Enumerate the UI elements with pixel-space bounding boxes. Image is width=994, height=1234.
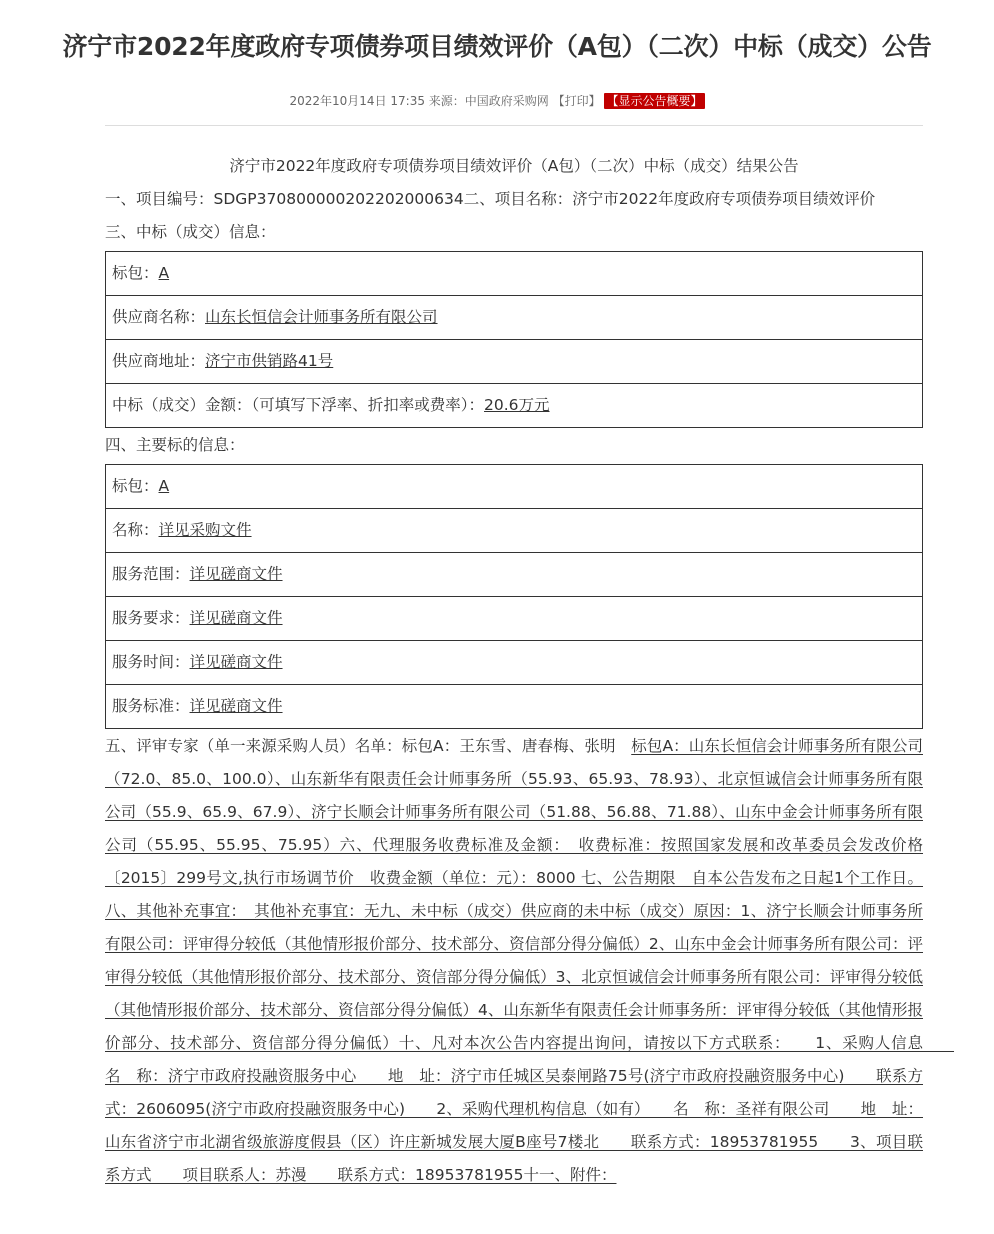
section-subject-heading: 四、主要标的信息： xyxy=(105,436,245,454)
project-number-line: 一、项目编号：SDGP370800000202202000634二、项目名称：济宁市2022年度政府专项债券项目绩效评价 xyxy=(105,190,876,208)
page-title: 济宁市2022年度政府专项债券项目绩效评价（A包）（二次）中标（成交）公告 xyxy=(62,32,932,61)
announcement-body xyxy=(105,150,955,1192)
winner-package: A xyxy=(158,264,170,282)
expert-list: 五、评审专家（单一来源采购人员）名单：标包A：王东雪、唐春梅、张明 xyxy=(105,737,632,755)
award-amount: 20.6万元 xyxy=(484,396,550,414)
section-winner-heading: 三、中标（成交）信息： xyxy=(105,223,276,241)
divider xyxy=(105,125,923,126)
winner-info-table xyxy=(105,251,923,428)
table-row: 标包：A xyxy=(106,252,923,296)
table-row: 中标（成交）金额：（可填写下浮率、折扣率或费率）：20.6万元 xyxy=(106,384,923,428)
table-row: 服务范围：详见磋商文件 xyxy=(106,553,923,597)
doc-heading: 济宁市2022年度政府专项债券项目绩效评价（A包）（二次）中标（成交）结果公告 xyxy=(229,157,799,175)
article-meta xyxy=(0,92,994,109)
table-row: 服务要求：详见磋商文件 xyxy=(106,597,923,641)
table-row: 供应商地址：济宁市供销路41号 xyxy=(106,340,923,384)
print-link[interactable]: 【打印】 xyxy=(552,94,601,108)
source: 来源：中国政府采购网 xyxy=(428,94,549,108)
show-summary-button[interactable]: 【显示公告概要】 xyxy=(606,94,703,108)
table-row: 标包：A xyxy=(106,465,923,509)
supplier-name: 山东长恒信会计师事务所有限公司 xyxy=(205,308,438,326)
subject-info-table xyxy=(105,464,923,729)
table-row: 供应商名称：山东长恒信会计师事务所有限公司 xyxy=(106,296,923,340)
details-underlined: 标包A：山东长恒信会计师事务所有限公司（72.0、85.0、100.0）、山东新华有限责任会计师事务所（55.93、65.93、78.93）、北京恒诚信会计师事务所有限公司（55.9、65.9、67.9）、济宁长顺会计师事务所有限公司（51.88、56.88、71.88）、山东中金会计师事务所有限公司（55.95、55.95、75.95）六、代理服务收费标准及金额： 收费标准：按照国家发展和改革委员会发改价格〔2015〕299号文,执行市场调节价 收费金额（单位：元）：8000 七、公告期限 自本公告发布之日起1个工作日。八、其他补充事宜： 其他补充事宜：无九、未中标（成交）供应商的未中标（成交）原因：1、济宁长顺会计师事务所有限公司：评审得分较低（其他情形报价部分、技术部分、资信部分得分偏低）2、山东中金会计师事务所有限公司：评审得分较低（其他情形报价部分、技术部分、资信部分得分偏低）3、北京恒诚信会计师事务所有限公司：评审得分较低（其他情形报价部分、技术部分、资信部分得分偏低）4、山东新华有限责任会计师事务所：评审得分较低（其他情形报价部分、技术部分、资信部分得分偏低）十、凡对本次公告内容提出询问，请按以下方式联系： 1、采购人信息 名 称：济宁市政府投融资服务中心 地 址：济宁市任城区吴泰闸路75号(济宁市政府投融资服务中心) 联系方式：2606095(济宁市政府投融资服务中心) 2、采购代理机构信息（如有） 名 称：圣祥有限公司 地 址：山东省济宁市北湖省级旅游度假县（区）许庄新城发展大厦B座号7楼北 联系方式：18953781955 3、项目联系方式 项目联系人：苏漫 联系方式：18953781955十一、附件： xyxy=(105,737,955,1184)
table-row: 名称：详见采购文件 xyxy=(106,509,923,553)
announcement-details xyxy=(105,730,955,1192)
publish-datetime: 2022年10月14日 17:35 xyxy=(289,94,425,108)
supplier-address: 济宁市供销路41号 xyxy=(205,352,334,370)
table-row: 服务时间：详见磋商文件 xyxy=(106,641,923,685)
table-row: 服务标准：详见磋商文件 xyxy=(106,685,923,729)
